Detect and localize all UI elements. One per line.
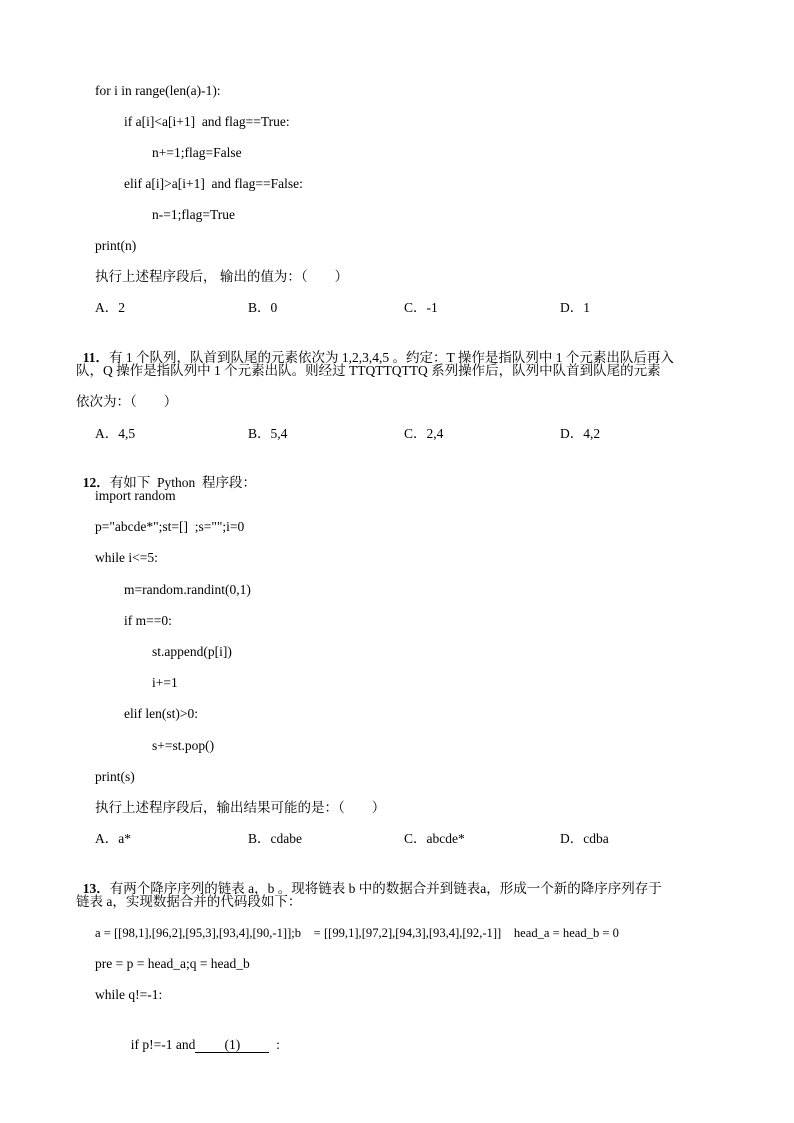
q10-code-line-3: n+=1;flag=False <box>152 145 242 160</box>
q13-code-line-1: a = [[98,1],[96,2],[95,3],[93,4],[90,-1]];b = [[99,1],[97,2],[94,3],[93,4],[92,-1]] head_a = head_b = 0 <box>95 926 619 940</box>
q11-option-a[interactable]: A．4,5 <box>95 426 136 441</box>
q12-code-line-6: st.append(p[i]) <box>152 644 232 659</box>
q10-option-d[interactable]: D．1 <box>560 300 590 315</box>
q13-code-line-2: pre = p = head_a;q = head_b <box>95 956 250 971</box>
q13-text-1: 有两个降序序列的链表 a，b 。现将链表 b 中的数据合并到链表a，形成一个新的降序序列存于 <box>109 881 662 896</box>
q13-last-suffix: : <box>269 1037 280 1052</box>
q11-text-1: 有 1 个队列，队首到队尾的元素依次为 1,2,3,4,5 。约定：T 操作是指队列中 1 个元素出队后再入 <box>109 350 674 365</box>
q11-option-c[interactable]: C．2,4 <box>404 426 444 441</box>
q10-prompt: 执行上述程序段后， 输出的值为：（ ） <box>95 269 349 284</box>
q10-code-line-5: n-=1;flag=True <box>152 207 235 222</box>
q13-last-prefix: if p!=-1 and <box>130 1037 196 1052</box>
q12-number: 12． <box>82 475 110 490</box>
q13-code-line-3: while q!=-1: <box>95 987 163 1002</box>
q12-code-line-8: elif len(st)>0: <box>124 706 198 721</box>
q11-number: 11． <box>82 350 110 365</box>
q11-text-line-3: 依次为：（ ） <box>76 394 178 409</box>
q12-option-a[interactable]: A．a* <box>95 831 131 846</box>
q12-code-line-3: while i<=5: <box>95 550 158 565</box>
q12-option-d[interactable]: D．cdba <box>560 831 609 846</box>
q12-code-line-2: p="abcde*";st=[] ;s="";i=0 <box>95 519 245 534</box>
q10-option-c[interactable]: C．-1 <box>404 300 438 315</box>
q12-option-c[interactable]: C．abcde* <box>404 831 465 846</box>
q12-code-line-5: if m==0: <box>124 613 172 628</box>
q13-number: 13． <box>82 881 110 896</box>
q12-code-line-4: m=random.randint(0,1) <box>124 582 251 597</box>
q12-code-line-10: print(s) <box>95 769 135 784</box>
q10-code-line-6: print(n) <box>95 238 137 253</box>
q12-text: 有如下 Python 程序段： <box>109 475 257 490</box>
q13-text-line-2: 链表 a，实现数据合并的代码段如下： <box>76 894 302 909</box>
q12-option-b[interactable]: B．cdabe <box>248 831 302 846</box>
q12-code-line-7: i+=1 <box>152 675 178 690</box>
q10-code-line-4: elif a[i]>a[i+1] and flag==False: <box>124 176 303 191</box>
q11-option-b[interactable]: B．5,4 <box>248 426 288 441</box>
q10-code-line-2: if a[i]<a[i+1] and flag==True: <box>124 114 290 129</box>
q10-option-b[interactable]: B．0 <box>248 300 278 315</box>
q13-code-line-4 <box>124 1018 280 1054</box>
q12-code-line-1: import random <box>95 488 176 503</box>
q11-option-d[interactable]: D．4,2 <box>560 426 601 441</box>
q12-code-line-9: s+=st.pop() <box>152 738 215 753</box>
q10-code-line-1: for i in range(len(a)-1): <box>95 83 221 98</box>
q13-blank-1[interactable]: (1) <box>195 1037 269 1053</box>
q10-option-a[interactable]: A．2 <box>95 300 125 315</box>
q11-text-line-2: 队，Q 操作是指队列中 1 个元素出队。则经过 TTQTTQTTQ 系列操作后，队列中队首到队尾的元素 <box>76 363 661 378</box>
q12-prompt: 执行上述程序段后，输出结果可能的是：（ ） <box>95 800 386 815</box>
